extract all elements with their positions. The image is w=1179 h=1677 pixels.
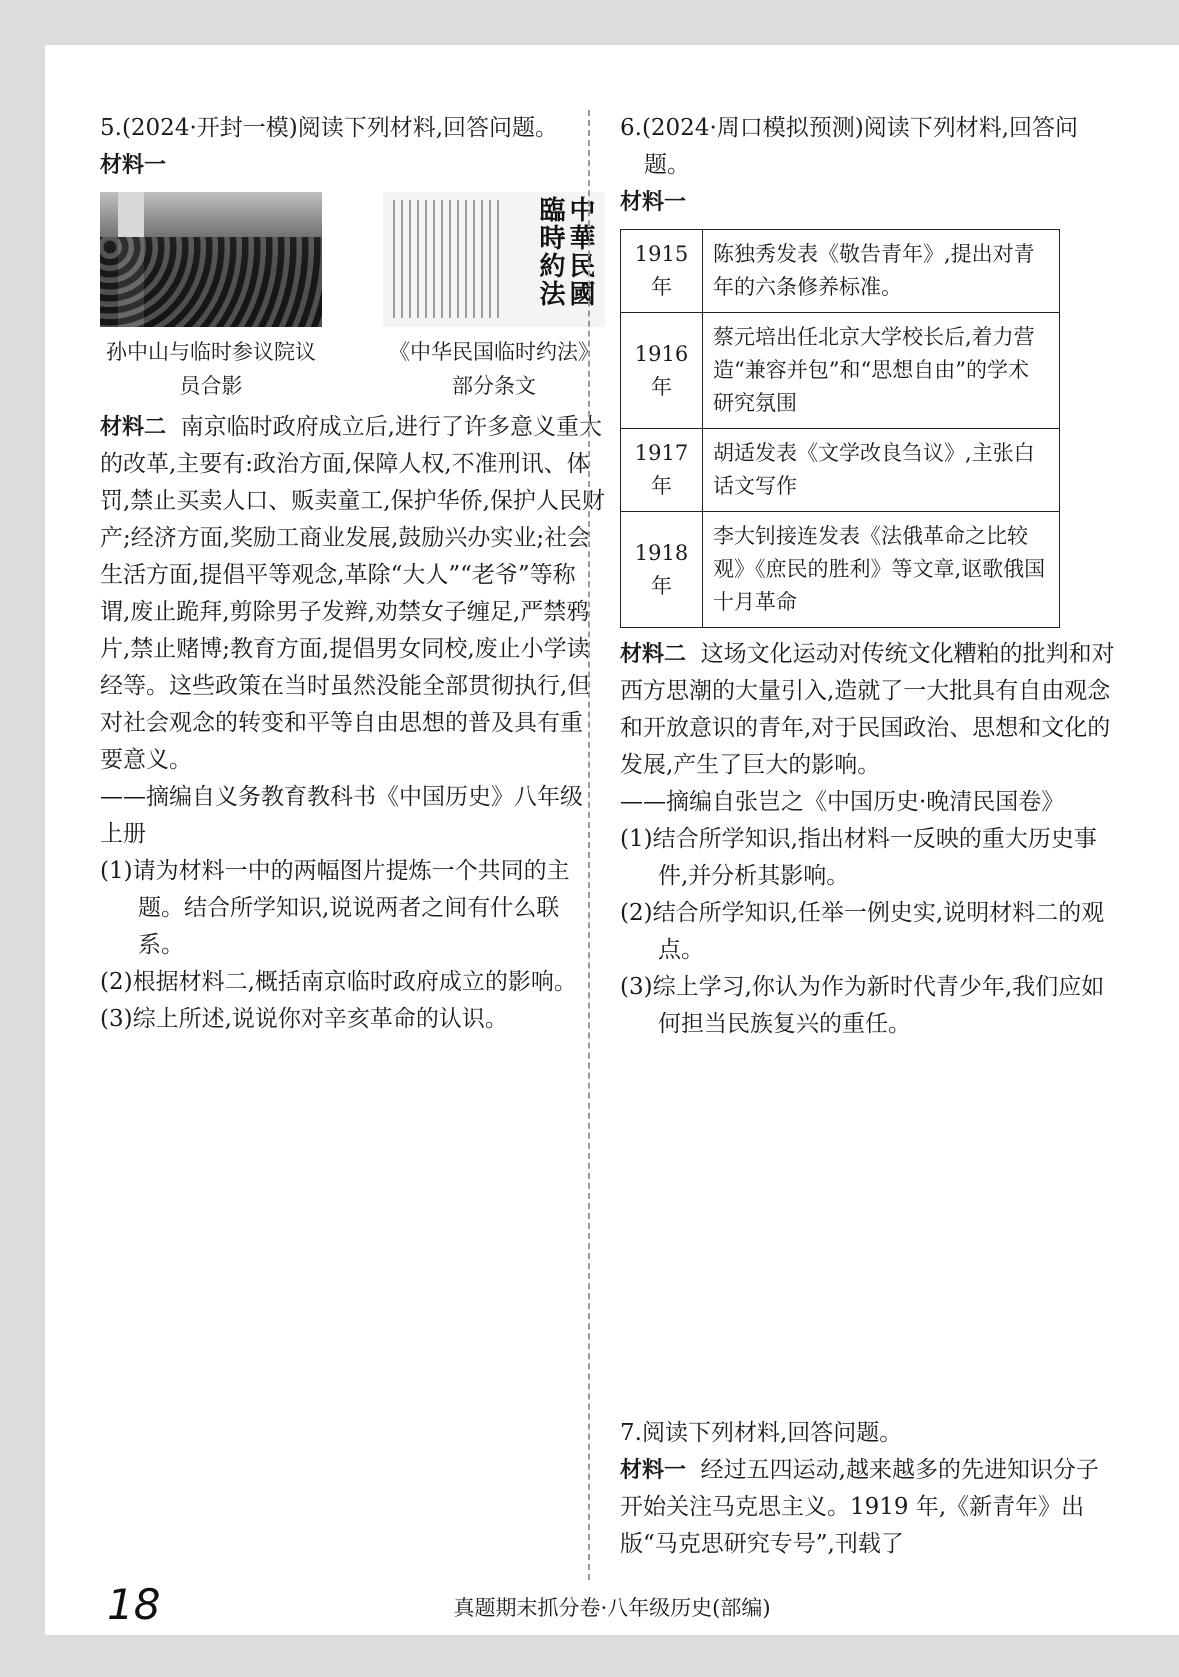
- timeline-event: 李大钊接连发表《法俄革命之比较观》《庶民的胜利》等文章,讴歌俄国十月革命: [703, 512, 1060, 628]
- figure-provisional-constitution: [383, 192, 605, 403]
- constitution-caption: 《中华民国临时约法》部分条文: [389, 340, 599, 398]
- q5-figure-row: [100, 192, 605, 403]
- table-row: [621, 230, 1060, 313]
- q5-material-2-source: ——摘编自义务教育教科书《中国历史》八年级上册: [100, 784, 583, 847]
- timeline-event: 蔡元培出任北京大学校长后,着力营造“兼容并包”和“思想自由”的学术研究氛围: [703, 313, 1060, 429]
- q5-material-1-label: 材料一: [100, 153, 167, 178]
- page: [45, 45, 1179, 1635]
- q6-material-2-label: 材料二: [620, 642, 687, 667]
- timeline-event: 胡适发表《文学改良刍议》,主张白话文写作: [703, 429, 1060, 512]
- constitution-scan-title: 中華民國臨時約法: [535, 196, 595, 308]
- q5-subquestion-1: (1)请为材料一中的两幅图片提炼一个共同的主题。结合所学知识,说说两者之间有什么联系。: [100, 858, 570, 958]
- q6-subquestion-1: (1)结合所学知识,指出材料一反映的重大历史事件,并分析其影响。: [620, 826, 1097, 889]
- group-photo-image: [100, 192, 322, 327]
- group-photo-caption: 孙中山与临时参议院议员合影: [106, 340, 316, 398]
- q7-material-1-label: 材料一: [620, 1458, 687, 1483]
- timeline-event: 陈独秀发表《敬告青年》,提出对青年的六条修养标准。: [703, 230, 1060, 313]
- q6-material-2: [620, 636, 1120, 784]
- question-6-heading: 6.(2024·周口模拟预测)阅读下列材料,回答问题。: [620, 115, 1079, 178]
- q7-material-1-text: 经过五四运动,越来越多的先进知识分子开始关注马克思主义。1919 年,《新青年》出版“马克思研究专号”,刊载了: [620, 1457, 1099, 1557]
- table-row: [621, 313, 1060, 429]
- book-title: 真题期末抓分卷·八年级历史(部编): [453, 1596, 771, 1620]
- q6-material-1-label: 材料一: [620, 190, 687, 215]
- q5-material-2-label: 材料二: [100, 415, 167, 440]
- timeline-year: 1915 年: [621, 230, 703, 313]
- question-7-heading: 7.阅读下列材料,回答问题。: [620, 1420, 903, 1446]
- table-row: [621, 512, 1060, 628]
- column-divider: [588, 110, 590, 1580]
- constitution-scan-image: [383, 192, 605, 327]
- q7-material-1: [620, 1452, 1120, 1563]
- table-row: [621, 429, 1060, 512]
- q6-subquestion-2: (2)结合所学知识,任举一例史实,说明材料二的观点。: [620, 900, 1105, 963]
- page-number: 18: [107, 1580, 161, 1629]
- q5-material-2: [100, 409, 605, 779]
- question-5-heading: 5.(2024·开封一模)阅读下列材料,回答问题。: [100, 115, 559, 141]
- timeline-table: [620, 229, 1060, 628]
- q5-subquestion-2: (2)根据材料二,概括南京临时政府成立的影响。: [100, 969, 577, 995]
- timeline-year: 1916 年: [621, 313, 703, 429]
- figure-group-photo: [100, 192, 322, 403]
- q6-material-2-source: ——摘编自张岂之《中国历史·晚清民国卷》: [620, 789, 1065, 815]
- q5-material-2-text: 南京临时政府成立后,进行了许多意义重大的改革,主要有:政治方面,保障人权,不准刑讯、体罚,禁止买卖人口、贩卖童工,保护华侨,保护人民财产;经济方面,奖励工商业发展,鼓励兴办实业;社会生活方面,提倡平等观念,革除“大人”“老爷”等称谓,废止跪拜,剪除男子发辫,劝禁女子缠足,严禁鸦片,禁止赌博;教育方面,提倡男女同校,废止小学读经等。这些政策在当时虽然没能全部贯彻执行,但对社会观念的转变和平等自由思想的普及具有重要意义。: [100, 414, 605, 773]
- timeline-year: 1917 年: [621, 429, 703, 512]
- right-column: [620, 110, 1120, 1043]
- q5-subquestion-3: (3)综上所述,说说你对辛亥革命的认识。: [100, 1006, 508, 1032]
- left-column: [100, 110, 605, 1038]
- question-7: [620, 1415, 1120, 1563]
- timeline-year: 1918 年: [621, 512, 703, 628]
- q6-material-2-text: 这场文化运动对传统文化糟粕的批判和对西方思潮的大量引入,造就了一大批具有自由观念和开放意识的青年,对于民国政治、思想和文化的发展,产生了巨大的影响。: [620, 641, 1115, 778]
- q6-subquestion-3: (3)综上学习,你认为作为新时代青少年,我们应如何担当民族复兴的重任。: [620, 974, 1105, 1037]
